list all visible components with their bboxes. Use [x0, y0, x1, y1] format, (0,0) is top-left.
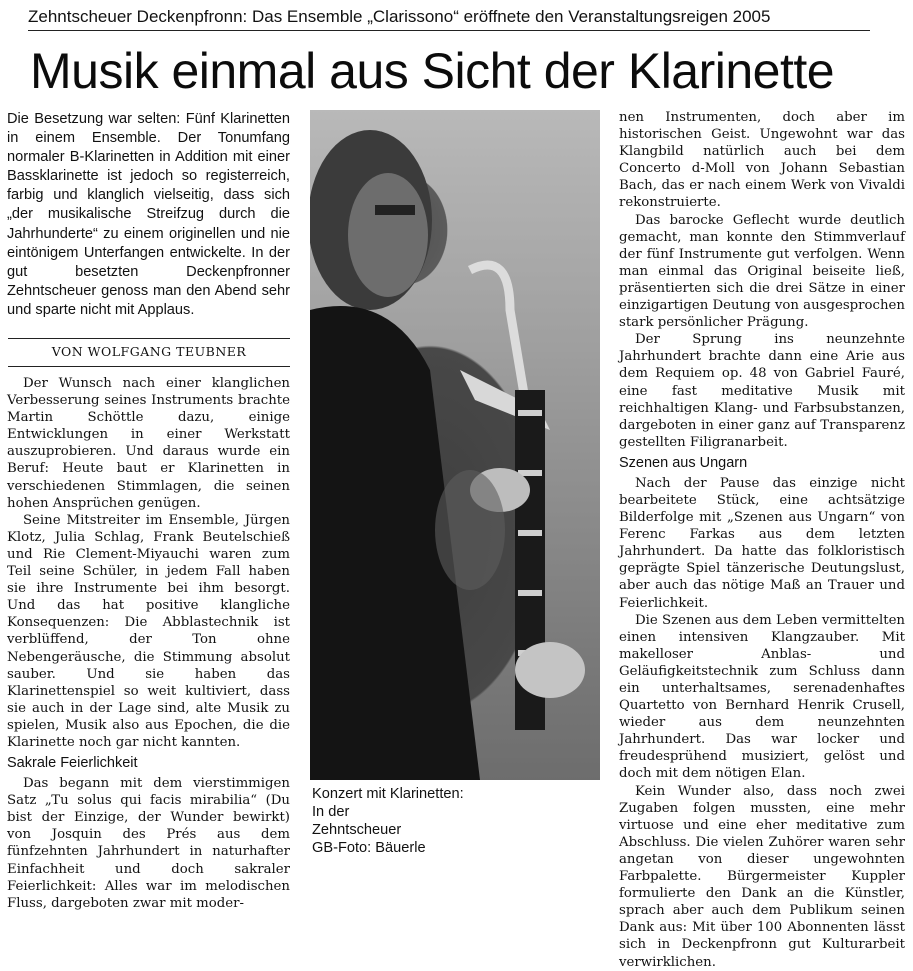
- kicker-line: Zehntscheuer Deckenpfronn: Das Ensemble „Clarissono“ eröffnete den Veranstaltungsreigen 2005: [28, 7, 771, 26]
- clarinet-player-illustration: [310, 110, 600, 780]
- byline-rule-top: [8, 338, 290, 339]
- article-column-3: [619, 109, 905, 971]
- caption-text: Konzert mit Klarinetten:: [312, 786, 464, 802]
- headline: Musik einmal aus Sicht der Klarinette: [30, 43, 835, 99]
- article-column-1: [7, 375, 290, 912]
- paragraph: Kein Wunder also, dass noch zwei Zugaben folgen mussten, eine mehr virtuose und eine eher meditative zum Abschluss. Die vielen Zuhörer waren sehr angetan von dieser ungewohnten Farbpalette. Bürgermeister Kuppler formulierte den Dank an die Künstler, sprach aber auch dem Publikum seinen Dank aus: Mit über 100 Abonnenten lässt sich in Deckenpfronn gut Kulturarbeit verwirklichen.: [619, 783, 905, 970]
- paragraph: Seine Mitstreiter im Ensemble, Jürgen Klotz, Julia Schlag, Frank Beutelschieß und Rie Clement-Miyauchi waren zum Teil seine Schüler, in jedem Fall haben sie ihre Instrumente bei ihm besorgt. Und das hat positive klangliche Konsequenzen: Die Abblastechnik ist verblüffend, der Ton ohne Nebengeräusche, die Stimmung absolut sauber. Und sie haben das Klarinettenspiel so weit kultiviert, dass sie auch in der Lage sind, alte Musik zu spielen, Musik also aus Epochen, die die Klarinette noch gar nicht kannten.: [7, 512, 290, 750]
- paragraph: Das begann mit dem vierstimmigen Satz „Tu solus qui facis mirabilia“ (Du bist der Einzige, der Wunder bewirkt) von Josquin des Prés aus dem fünfzehnten Jahrhundert in naturhafter Einfachheit und doch sakraler Feierlichkeit: Alles war im melodischen Fluss, dargeboten zwar mit moder-: [7, 776, 290, 911]
- photo-caption: [312, 785, 598, 857]
- subheading: Szenen aus Ungarn: [619, 454, 748, 471]
- byline: VON WOLFGANG TEUBNER: [51, 344, 247, 359]
- byline-rule-bottom: [8, 366, 290, 367]
- paragraph: Der Wunsch nach einer klanglichen Verbesserung seines Instruments brachte Martin Schöttle dazu, einige Entwicklungen in einer Werkstatt auszuprobieren. Und daraus wurde ein Beruf: Heute baut er Klarinetten in verschiedenen Stimmlagen, die seinen hohen Ansprüchen genügen.: [7, 376, 290, 511]
- concert-photo: [310, 110, 600, 780]
- paragraph: Der Sprung ins neunzehnte Jahrhundert brachte dann eine Arie aus dem Requiem op. 48 von Gabriel Fauré, eine fast meditative Musik mit reichhaltigen Klang- und Farbsubstanzen, dargeboten in einer ganz auf Transparenz gestellten Filigranarbeit.: [619, 332, 905, 450]
- caption-text: In der: [312, 804, 350, 820]
- paragraph: nen Instrumenten, doch aber im historischen Geist. Ungewohnt war das Klangbild natürlich auch bei dem Concerto d-Moll von Johann Sebastian Bach, das er nach einem Werk von Vivaldi rekonstruierte.: [619, 110, 905, 211]
- photo-credit: GB-Foto: Bäuerle: [312, 840, 426, 856]
- lead-paragraph: Die Besetzung war selten: Fünf Klarinetten in einem Ensemble. Der Tonumfang normaler B-Klarinetten in Addition mit einer Bassklarinette ist jedoch so registerreich, farbig und klanglich vielseitig, dass sich „der musikalische Streifzug durch die Jahrhunderte“ zu einem originellen und nie eintönigem Unterfangen entwickelte. In der gut besetzten Deckenpfronner Zehntscheuer genoss man den Abend sehr und sparte nicht mit Applaus.: [7, 111, 290, 318]
- kicker-rule: [28, 30, 870, 31]
- subheading: Sakrale Feierlichkeit: [7, 755, 138, 772]
- caption-text: Zehntscheuer: [312, 822, 402, 838]
- paragraph: Das barocke Geflecht wurde deutlich gemacht, man konnte den Stimmverlauf der fünf Instrumente gut verfolgen. Wenn man einmal das Original beiseite ließ, präsentierten sich die drei Sätze in einer einzigartigen Deutung von ausgesprochen stark persönlicher Prägung.: [619, 212, 905, 331]
- paragraph: Nach der Pause das einzige nicht bearbeitete Stück, eine achtsätzige Bilderfolge mit „Szenen aus Ungarn“ von Ferenc Farkas aus dem letzten Jahrhundert. Da hatte das folkloristisch geprägte Spiel tänzerische Deutungslust, aber auch das nötige Maß an Trauer und Feierlichkeit.: [619, 475, 905, 611]
- paragraph: Die Szenen aus dem Leben vermittelten einen intensiven Klangzauber. Mit makelloser Anblas- und Geläufigkeitstechnik zum Schluss dann ein unterhaltsames, serenadenhaftes Quartetto von Bernhard Henrik Crusell, wieder aus dem neunzehnten Jahrhundert. Das war locker und freudesprühend musiziert, gelöst und doch mit dem nötigen Elan.: [619, 612, 905, 782]
